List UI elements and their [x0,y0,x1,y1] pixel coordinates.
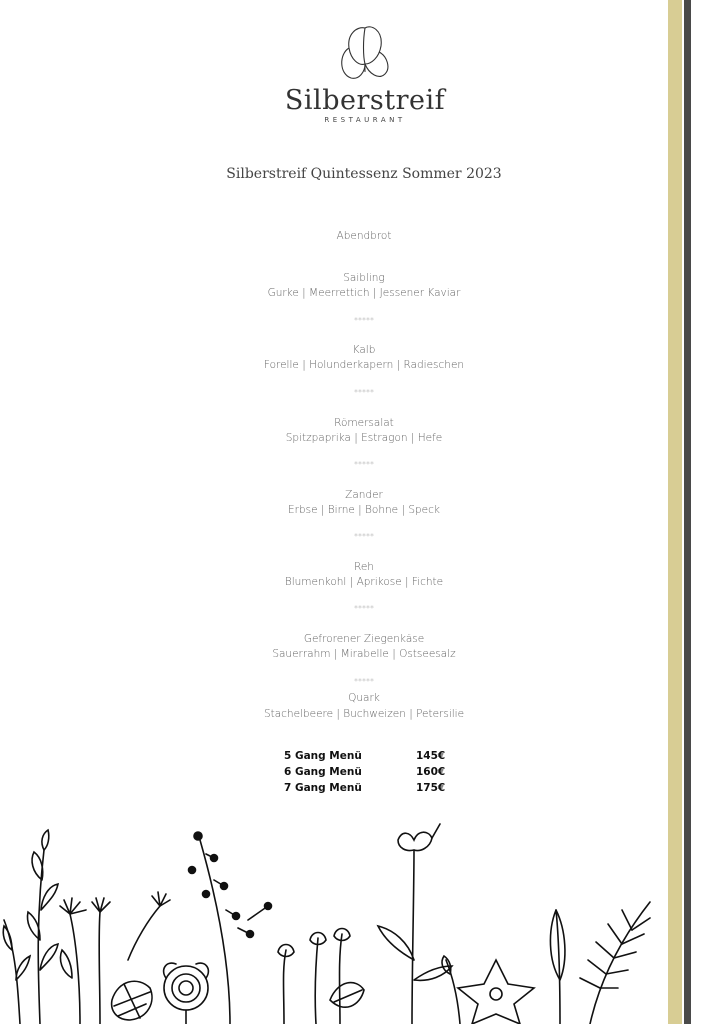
rose-icon [164,963,209,1024]
price-label: 6 Gang Menü [284,766,362,778]
course-separator: ***** [354,460,374,469]
course-details: Gurke | Meerrettich | Jessener Kaviar [267,287,461,299]
section-heading: Abendbrot [336,230,392,242]
price-list [284,748,456,796]
course-details: Erbse | Birne | Bohne | Speck [288,504,440,516]
price-label: 7 Gang Menü [284,782,362,794]
course-details: Spitzpaprika | Estragon | Hefe [285,432,443,444]
fern-leaf-icon [550,902,650,1024]
price-row [284,780,456,796]
price-value: 145€ [416,750,446,762]
wildflower-illustration [0,810,666,1024]
dandelion-icon [60,892,170,1024]
brand-subtitle: RESTAURANT [324,116,406,124]
course-name: Kalb [352,344,376,356]
brand-name: Silberstreif [284,85,446,116]
restaurant-logo [280,20,450,130]
price-row [284,748,456,764]
course-separator: ***** [354,316,374,325]
course-name: Saibling [343,272,385,284]
course-separator: ***** [354,604,374,613]
small-flowers-icon [278,929,364,1024]
berry-stalk-icon [189,832,272,1024]
course-name: Römersalat [334,417,394,429]
course-name: Zander [345,489,383,501]
course-details: Stachelbeere | Buchweizen | Petersilie [263,708,465,720]
course-name: Gefrorener Ziegenkäse [303,633,425,645]
price-value: 175€ [416,782,446,794]
course-separator: ***** [354,532,374,541]
course-name: Quark [348,692,380,704]
course-details: Forelle | Holunderkapern | Radieschen [263,359,465,371]
course-separator: ***** [354,388,374,397]
course-details: Blumenkohl | Aprikose | Fichte [284,576,444,588]
price-label: 5 Gang Menü [284,750,362,762]
butterfly-icon [335,20,395,86]
leaf-bush-icon [112,981,152,1020]
menu-title: Silberstreif Quintessenz Sommer 2023 [226,166,502,182]
course-details: Sauerrahm | Mirabelle | Ostseesalz [272,648,456,660]
course-separator: ***** [354,677,374,686]
price-value: 160€ [416,766,446,778]
leafy-stalk-icon [3,830,58,1024]
course-name: Reh [354,561,374,573]
tulip-icon [378,824,452,1024]
star-flower-icon [442,956,534,1024]
price-row [284,764,456,780]
